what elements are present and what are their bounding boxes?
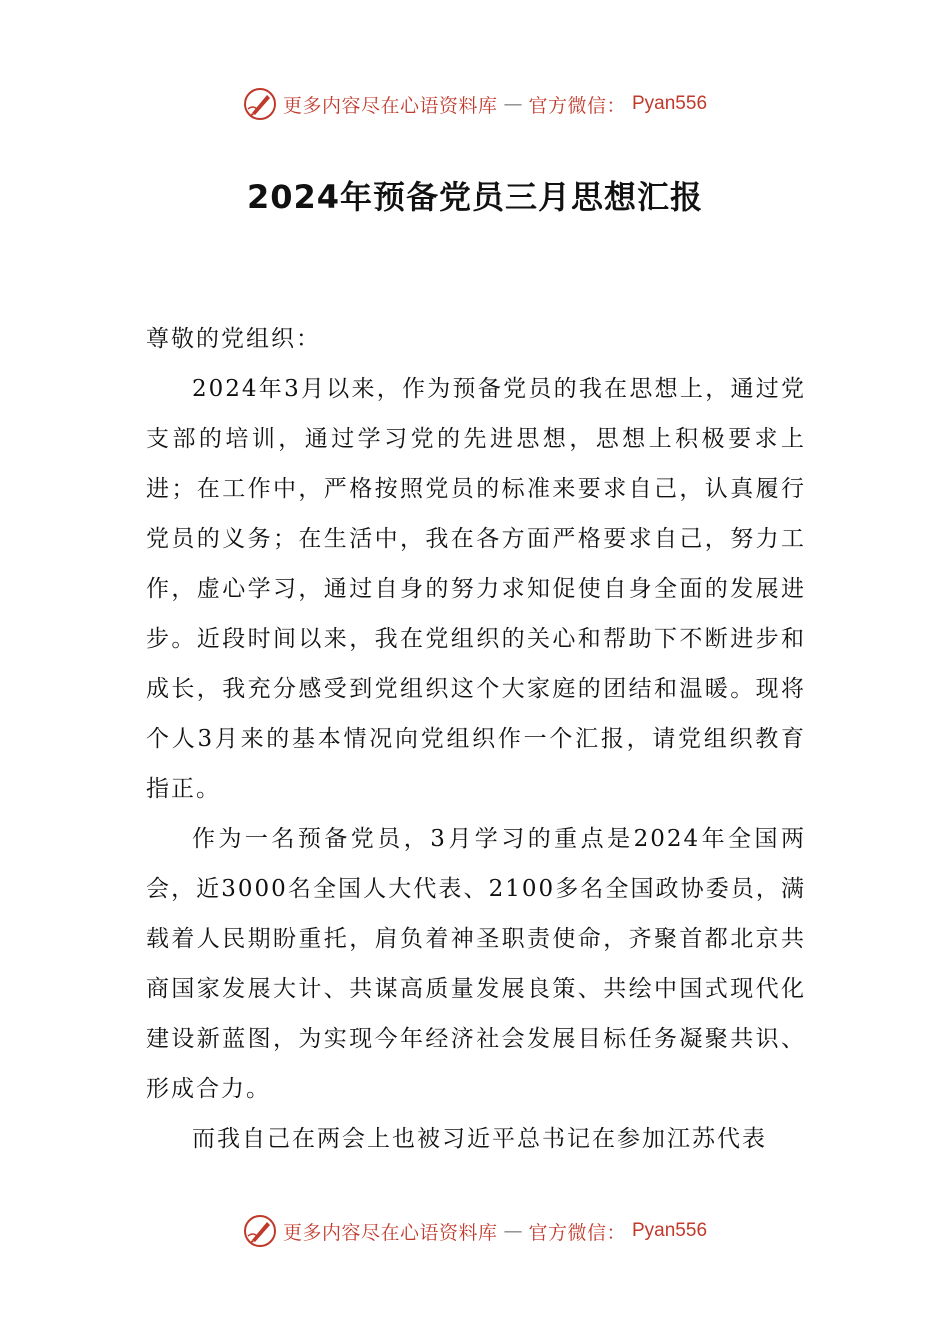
paragraph-2: 作为一名预备党员，3月学习的重点是2024年全国两会，近3000名全国人大代表、2100多名全国政协委员，满载着人民期盼重托，肩负着神圣职责使命，齐聚首都北京共商国家发展大计、共谋高质量发展良策、共绘中国式现代化建设新蓝图，为实现今年经济社会发展目标任务凝聚共识、形成合力。 xyxy=(146,826,806,1102)
paragraph-3: 而我自己在两会上也被习近平总书记在参加江苏代表 xyxy=(192,1126,767,1152)
document-body xyxy=(146,314,806,1164)
watermark-wechat-id: Pyan556 xyxy=(632,93,708,114)
watermark-separator: — xyxy=(503,1220,523,1242)
watermark-label: 官方微信： xyxy=(528,1221,626,1244)
salutation: 尊敬的党组织： xyxy=(146,326,321,352)
watermark-separator: — xyxy=(503,93,523,115)
quill-pen-icon xyxy=(243,87,277,121)
watermark-wechat-id: Pyan556 xyxy=(632,1220,708,1241)
watermark-text: 更多内容尽在心语资料库 xyxy=(282,94,498,117)
document-title: 2024年预备党员三月思想汇报 xyxy=(246,178,704,216)
paragraph-1: 2024年3月以来，作为预备党员的我在思想上，通过党支部的培训，通过学习党的先进思想，思想上积极要求上进；在工作中，严格按照党员的标准来要求自己，认真履行党员的义务；在生活中，我在各方面严格要求自己，努力工作，虚心学习，通过自身的努力求知促使自身全面的发展进步。近段时间以来，我在党组织的关心和帮助下不断进步和成长，我充分感受到党组织这个大家庭的团结和温暖。现将个人3月来的基本情况向党组织作一个汇报，请党组织教育指正。 xyxy=(146,376,806,802)
quill-pen-icon xyxy=(243,1214,277,1248)
footer-watermark xyxy=(0,1211,950,1251)
watermark-label: 官方微信： xyxy=(528,94,626,117)
header-watermark xyxy=(0,84,950,124)
watermark-text: 更多内容尽在心语资料库 xyxy=(282,1221,498,1244)
